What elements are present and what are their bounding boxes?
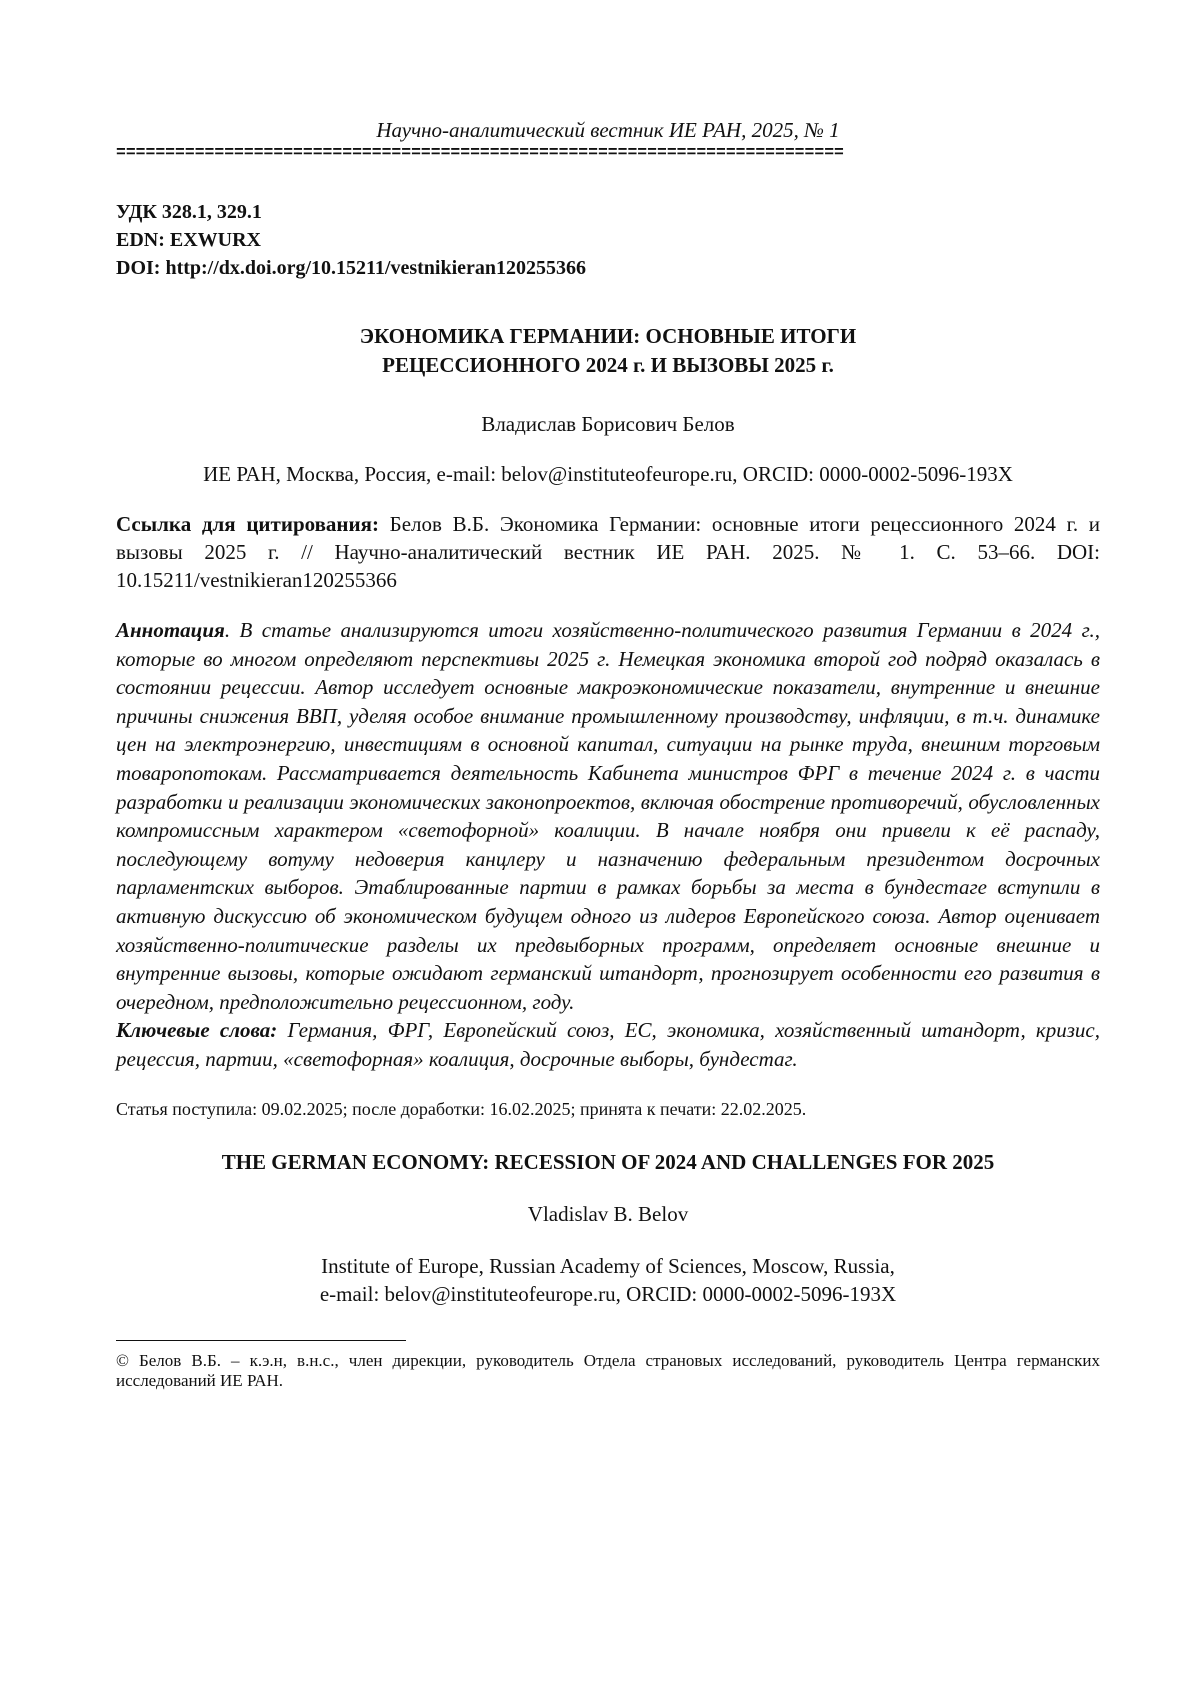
affiliation-en xyxy=(116,1252,1100,1308)
article-title-ru xyxy=(116,322,1100,380)
keywords-block xyxy=(116,1016,1100,1073)
article-title-en: THE GERMAN ECONOMY: RECESSION OF 2024 AND CHALLENGES FOR 2025 xyxy=(221,1149,995,1174)
article-dates: Статья поступила: 09.02.2025; после доработки: 16.02.2025; принята к печати: 22.02.2025. xyxy=(116,1098,807,1119)
article-page xyxy=(116,118,1100,1391)
affiliation-en-line-2: e-mail: belov@instituteofeurope.ru, ORCID: 0000-0002-5096-193X xyxy=(319,1281,897,1306)
author-name-en: Vladislav B. Belov xyxy=(527,1201,689,1226)
title-ru-line-1: ЭКОНОМИКА ГЕРМАНИИ: ОСНОВНЫЕ ИТОГИ xyxy=(359,324,857,348)
article-metadata xyxy=(116,198,1100,282)
edn-code: EDN: EXWURX xyxy=(116,229,261,251)
keywords-label: Ключевые слова: xyxy=(116,1018,278,1043)
doi-link[interactable]: DOI: http://dx.doi.org/10.15211/vestnikieran120255366 xyxy=(116,257,587,279)
title-ru-line-2: РЕЦЕССИОННОГО 2024 г. И ВЫЗОВЫ 2025 г. xyxy=(382,353,834,377)
author-footnote: © Белов В.Б. – к.э.н, в.н.с., член дирекции, руководитель Отдела страновых исследований, руководитель Центра германских исследований ИЕ РАН. xyxy=(116,1350,1100,1390)
abstract-label: Аннотация xyxy=(116,618,225,642)
footnote-separator xyxy=(116,1340,406,1341)
abstract-block xyxy=(116,616,1100,1016)
abstract-text: . В статье анализируются итоги хозяйственно-политического развития Германии в 2024 г., которые во многом определяют перспективы 2025 г. Немецкая экономика второй год подряд оказалась в состоянии рецессии. Автор исследует основные макроэкономические показатели, внутренние и внешние причины снижения ВВП, уделяя особое внимание промышленному производству, инфляции, в т.ч. динамике цен на электроэнергию, инвестициям в основной капитал, ситуации на рынке труда, внешним торговым товаропотокам. Рассматривается деятельность Кабинета министров ФРГ в течение 2024 г. в части разработки и реализации экономических законопроектов, включая обострение противоречий, обусловленных компромиссным характером «светофорной» коалиции. В начале ноября они привели к её распаду, последующему вотуму недоверия канцлеру и назначению федеральным президентом досрочных парламентских выборов. Этаблированные партии в рамках борьбы за места в бундестаге вступили в активную дискуссию об экономическом будущем одного из лидеров Европейского союза. Автор оценивает хозяйственно-политические разделы их предвыборных программ, определяет основные внешние и внутренние вызовы, которые ожидают германский штандорт, прогнозирует особенности его развития в очередном, предположительно рецессионном, году. xyxy=(116,618,1100,1014)
keywords-text: Германия, ФРГ, Европейский союз, ЕС, экономика, хозяйственный штандорт, кризис, рецессия, партии, «светофорная» коалиция, досрочные выборы, бундестаг. xyxy=(116,1018,1100,1071)
citation-label: Ссылка для цитирования: xyxy=(116,512,379,536)
citation-text: Белов В.Б. Экономика Германии: основные итоги рецессионного 2024 г. и вызовы 2025 г. // Научно-аналитический вестник ИЕ РАН. 2025. № 1. С. 53–66. DOI: 10.15211/vestnikieran120255366 xyxy=(116,512,1100,592)
citation-block xyxy=(116,510,1100,594)
author-name-ru: Владислав Борисович Белов xyxy=(481,412,735,436)
running-header: Научно-аналитический вестник ИЕ РАН, 2025, № 1 xyxy=(376,118,840,142)
udk-code: УДК 328.1, 329.1 xyxy=(116,201,262,223)
affiliation-en-line-1: Institute of Europe, Russian Academy of Sciences, Moscow, Russia, xyxy=(321,1253,895,1278)
affiliation-ru: ИЕ РАН, Москва, Россия, e-mail: belov@instituteofeurope.ru, ORCID: 0000-0002-5096-193X xyxy=(203,462,1013,486)
header-rule: ========================================================================== xyxy=(116,146,844,160)
